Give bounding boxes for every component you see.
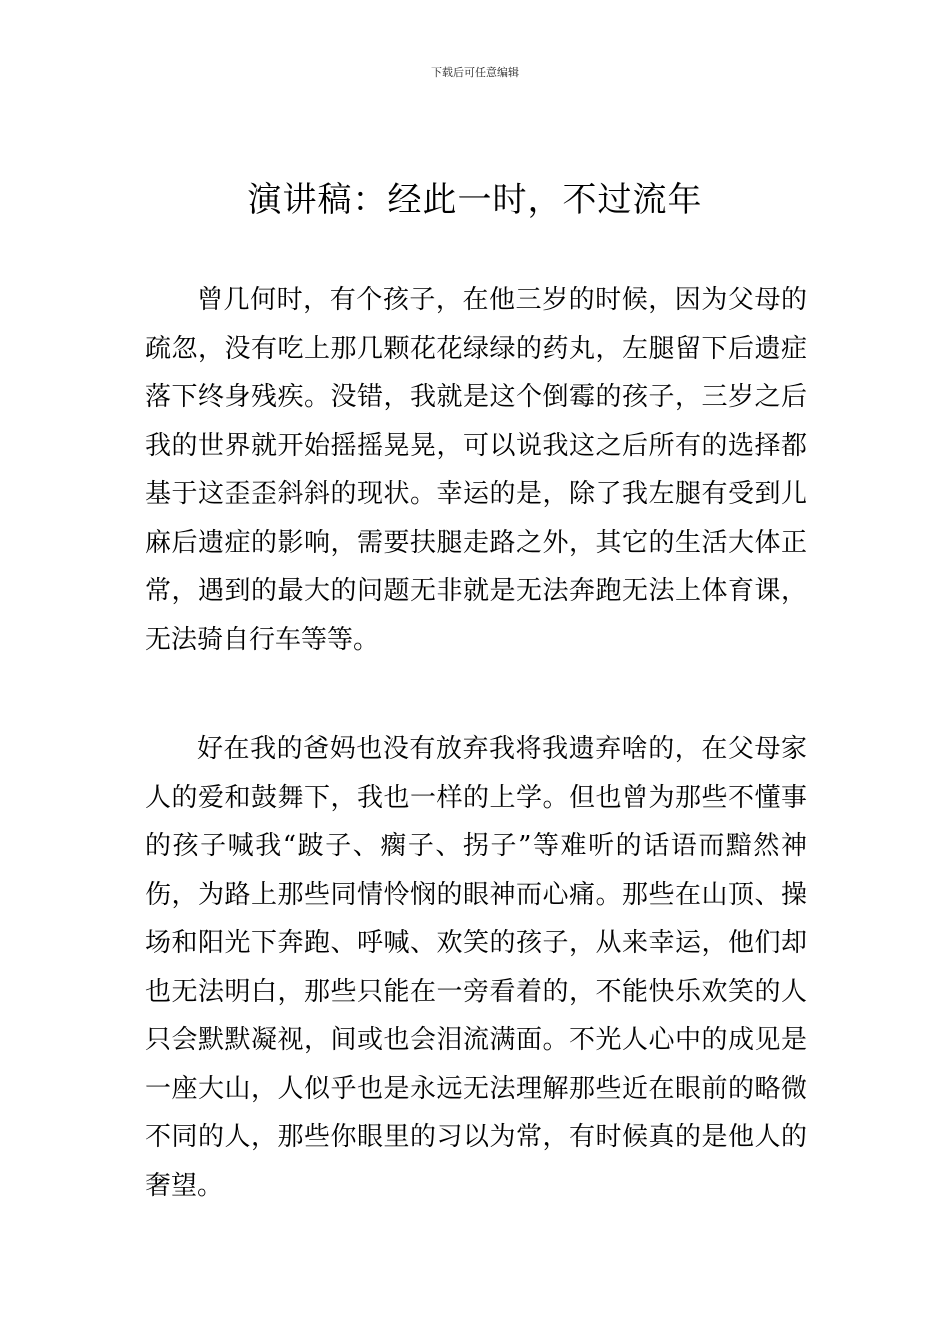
body-paragraph-2: 好在我的爸妈也没有放弃我将我遗弃啥的，在父母家人的爱和鼓舞下，我也一样的上学。但也曾为那些不懂事的孩子喊我“跛子、瘸子、拐子”等难听的话语而黯然神伤，为路上那些同情怜悯的眼神而心痛。那些在山顶、操场和阳光下奔跑、呼喊、欢笑的孩子，从来幸运，他们却也无法明白，那些只能在一旁看着的，不能快乐欢笑的人只会默默凝视，间或也会泪流满面。不光人心中的成见是一座大山，人似乎也是永远无法理解那些近在眼前的略微不同的人，那些你眼里的习以为常，有时候真的是他人的奢望。 [145,734,807,1201]
body-paragraph-1: 曾几何时，有个孩子，在他三岁的时候，因为父母的疏忽，没有吃上那几颗花花绿绿的药丸，左腿留下后遗症落下终身残疾。没错，我就是这个倒霉的孩子，三岁之后我的世界就开始摇摇晃晃，可以说我这之后所有的选择都基于这歪歪斜斜的现状。幸运的是，除了我左腿有受到儿麻后遗症的影响，需要扶腿走路之外，其它的生活大体正常，遇到的最大的问题无非就是无法奔跑无法上体育课，无法骑自行车等等。 [145,285,807,655]
page-title: 演讲稿：经此一时，不过流年 [247,180,703,220]
header-note: 下载后可任意编辑 [431,66,519,79]
